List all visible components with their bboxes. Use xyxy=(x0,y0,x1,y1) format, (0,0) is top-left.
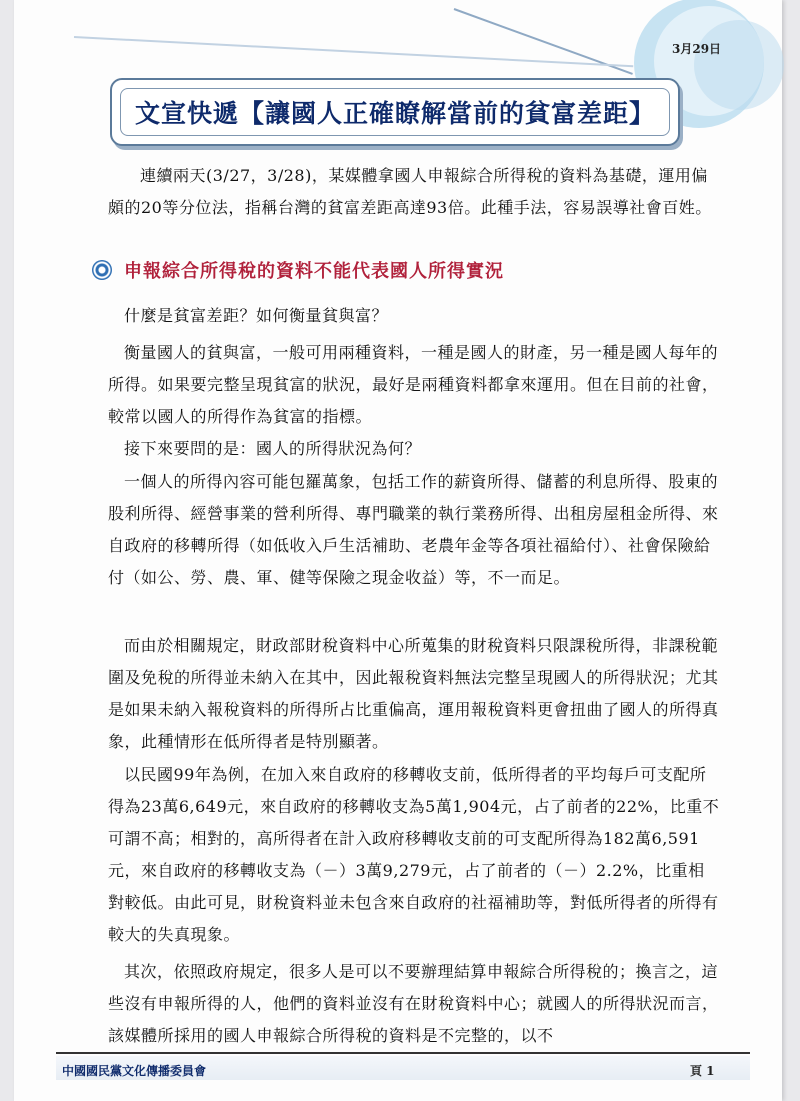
header-decoration xyxy=(694,20,784,110)
header-decoration-line xyxy=(74,36,633,67)
body-paragraph: 衡量國人的貧與富，一般可用兩種資料，一種是國人的財產，另一種是國人每年的所得。如果要完整呈現貧富的狀況，最好是兩種資料都拿來運用。但在目前的社會，較常以國人的所得作為貧富的指標。 xyxy=(108,343,719,426)
body-paragraph: 什麼是貧富差距？如何衡量貧與富？ xyxy=(124,306,389,325)
title-box xyxy=(110,78,680,146)
body-paragraph: 接下來要問的是：國人的所得狀況為何？ xyxy=(124,439,422,458)
footer-organization: 中國國民黨文化傳播委員會 xyxy=(62,1064,207,1078)
circle-emblem-icon xyxy=(92,260,112,280)
section-heading xyxy=(92,257,504,283)
document-page xyxy=(14,0,782,1101)
title-frame xyxy=(120,88,670,136)
intro-paragraph: 連續兩天(3/27，3/28)，某媒體拿國人申報綜合所得稅的資料為基礎，運用偏頗的20等分位法，指稱台灣的貧富差距高達93倍。此種手法，容易誤導社會百姓。 xyxy=(108,166,712,217)
page-title: 文宣快遞【讓國人正確瞭解當前的貧富差距】 xyxy=(134,99,655,128)
body-paragraph: 以民國99年為例，在加入來自政府的移轉收支前，低所得者的平均每戶可支配所得為23萬6,649元，來自政府的移轉收支為5萬1,904元，占了前者的22%，比重不可謂不高；相對的，高所得者在計入政府移轉收支前的可支配所得為182萬6,591元，來自政府的移轉收支為（－）3萬9,279元，占了前者的（－）2.2%，比重相對較低。由此可見，財稅資料並未包含來自政府的社福補助等，對低所得者的所得有較大的失真現象。 xyxy=(108,765,720,944)
body-paragraph: 一個人的所得內容可能包羅萬象，包括工作的薪資所得、儲蓄的利息所得、股東的股利所得、經營事業的營利所得、專門職業的執行業務所得、出租房屋租金所得、來自政府的移轉所得（如低收入戶生活補助、老農年金等各項社福給付）、社會保險給付（如公、勞、農、軍、健等保險之現金收益）等，不一而足。 xyxy=(108,472,719,587)
footer-divider xyxy=(56,1052,750,1054)
page-number: 頁 1 xyxy=(690,1064,715,1078)
section-title: 申報綜合所得稅的資料不能代表國人所得實況 xyxy=(124,261,504,282)
body-paragraph: 而由於相關規定，財政部財稅資料中心所蒐集的財稅資料只限課稅所得，非課稅範圍及免稅的所得並未納入在其中，因此報稅資料無法完整呈現國人的所得狀況；尤其是如果未納入報稅資料的所得所占比重偏高，運用報稅資料更會扭曲了國人的所得真象，此種情形在低所得者是特別顯著。 xyxy=(108,636,719,751)
body-paragraph: 其次，依照政府規定，很多人是可以不要辦理結算申報綜合所得稅的；換言之，這些沒有申報所得的人，他們的資料並沒有在財稅資料中心；就國人的所得狀況而言，該媒體所採用的國人申報綜合所得稅的資料是不完整的，以不 xyxy=(108,962,719,1045)
date-label: 3月29日 xyxy=(672,42,722,56)
